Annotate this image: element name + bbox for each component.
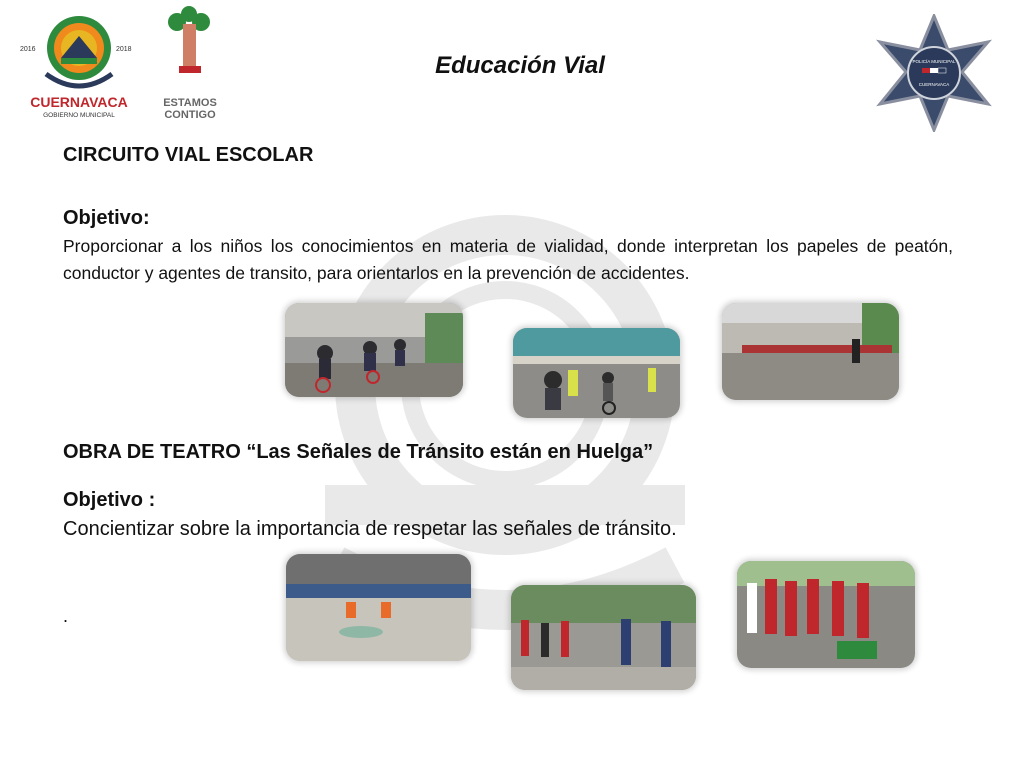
logo-sub: GOBIERNO MUNICIPAL bbox=[43, 112, 115, 119]
section1-objective-label: Objetivo: bbox=[63, 207, 150, 229]
trailing-dot: . bbox=[63, 606, 69, 626]
photo-bike-circuit-2 bbox=[513, 328, 680, 418]
badge-line1: POLICÍA MUNICIPAL bbox=[912, 59, 956, 64]
badge-line2: CUERNAVACA bbox=[918, 82, 950, 87]
photo-bike-circuit-1 bbox=[285, 303, 463, 397]
section1-heading: CIRCUITO VIAL ESCOLAR bbox=[63, 144, 314, 166]
estamos-contigo-logo bbox=[155, 6, 225, 122]
section2-heading: OBRA DE TEATRO “Las Señales de Tránsito están en Huelga” bbox=[63, 441, 654, 463]
section1-objective-text: Proporcionar a los niños los conocimientos en materia de vialidad, donde interpretan los papeles de peatón, conductor y agentes de transito, para orientarlos en la prevención de accidentes. bbox=[63, 236, 953, 283]
photo-theatre-1 bbox=[286, 554, 471, 661]
logo-line2: CONTIGO bbox=[164, 109, 216, 121]
logo-year-right: 2018 bbox=[116, 46, 132, 53]
police-badge-icon bbox=[870, 14, 998, 132]
logo-line1: ESTAMOS bbox=[163, 97, 217, 109]
logo-brand: CUERNAVACA bbox=[30, 94, 128, 110]
cuernavaca-logo bbox=[18, 6, 140, 122]
section2-objective-label: Objetivo : bbox=[63, 489, 156, 511]
photo-theatre-3 bbox=[737, 561, 915, 668]
photo-bike-circuit-3 bbox=[722, 303, 899, 400]
section2-objective-text: Concientizar sobre la importancia de respetar las señales de tránsito. bbox=[63, 518, 677, 540]
page-title: Educación Vial bbox=[435, 52, 605, 79]
logo-year-left: 2016 bbox=[20, 46, 36, 53]
photo-theatre-2 bbox=[511, 585, 696, 690]
